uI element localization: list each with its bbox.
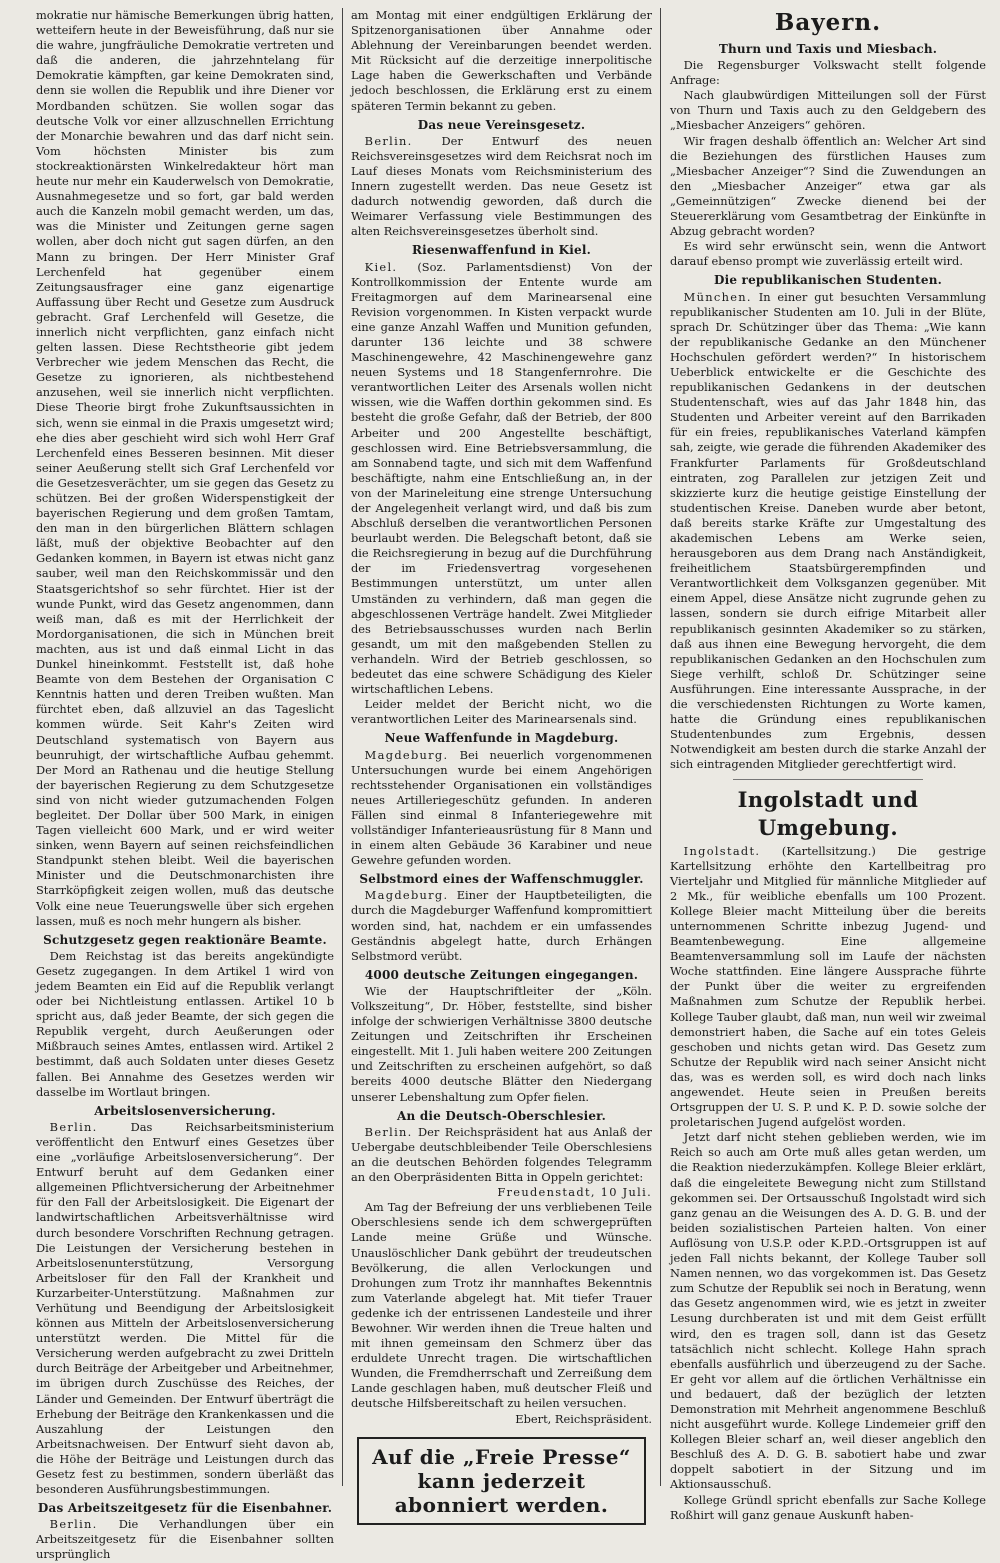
article-text: Ingolstadt. (Kartellsitzung.) Die gestrige Kartellsitzung erhöhte den Kartellbeitrag pro Vierteljahr und Mitglied für männliche Mitglieder auf 2 Mk., für weibliche ebenfalls um 100 Prozent. Kollege Bleier macht Mitteilung über die bereits unternommenen Schritte inbezug Jugend- und Beamtenbewegung. Eine allgemeine Beamtenversammlung soll im Laufe der nächsten Woche stattfinden. Eine längere Aussprache führte der Punkt über die weiter zu ergreifenden Maßnahmen zum Schutze der Republik herbei. Kollege Tauber glaubt, daß man, nun weil wir zweimal demonstriert haben, die Sache auf ein totes Geleis geschoben und nichts getan wird. Das Gesetz zum Schutze der Republik wird nach seiner Ansicht nicht das, was es werden soll, es wird doch nach links angewendet. Heute seien in Preußen bereits Ortsgruppen der U. S. P. und K. P. D. sowie solche der proletarischen Jugend aufgelöst worden. — [670, 843, 986, 1130]
subscription-ad: Auf die „Freie Presse“ kann jederzeit abonniert werden. — [357, 1437, 646, 1525]
dateline: Magdeburg. — [364, 888, 449, 903]
dateline: Kiel. — [364, 259, 398, 274]
article-heading: Arbeitslosenversicherung. — [94, 1103, 276, 1118]
column-right — [660, 8, 986, 1522]
article-heading: Das neue Vereinsgesetz. — [417, 117, 586, 132]
article-heading: Schutzgesetz gegen reaktionäre Beamte. — [43, 932, 327, 947]
article-text: mokratie nur hämische Bemerkungen übrig hatten, wetteifern heute in der Beweisführung, daß nur sie die wahre, jungfräuliche Demokratie vertreten und daß die anderen, die jahrzehntelang für Demokratie kämpften, gar keine Demokraten sind, denn sie wollen die Republik und ihre Diener vor Mordbanden schützen. Sie wollen sogar das deutsche Volk vor einer allzuschnellen Errichtung der Monarchie bewahren und das darf nicht sein. Vom höchsten Minister bis zum stockreaktionärsten Winkelredakteur hört man heute nur mehr ein Kauderwelsch von Demokratie, Ausnahmegesetze und so fort, gar bald werden auch die Kanzeln mobil gemacht werden, um das, was die Minister und Zeitungen gerne sagen wollen, aber doch nicht gut sagen dürfen, an den Mann zu bringen. Der Herr Minister Graf Lerchenfeld hat gegenüber einem Zeitungsausfrager eine ganz eigenartige Auffassung über Recht und Gesetze zum Ausdruck gebracht. Graf Lerchenfeld will Gesetze, die innerlich nicht verpflichten, ganz einfach nicht gelten lassen. Diese Rechtstheorie gibt jedem Verbrecher wie jedem Menschen das Recht, die Gesetze zu ignorieren, als nichtbestehend anzusehen, weil sie innerlich nicht verpflichten. Diese Theorie birgt frohe Zukunftsaussichten in sich, wenn sie einmal in die Praxis umgesetzt wird; ehe dies aber geschieht wird sich wohl Herr Graf Lerchenfeld eines Besseren besinnen. Mit dieser seiner Aeußerung stellt sich Graf Lerchenfeld vor die Gesetzesverächter, um sie gegen das Gesetz zu schützen. Bei der großen Widerspenstigkeit der bayerischen Regierung und dem großen Tamtam, den man in den bürgerlichen Blättern schlagen läßt, muß der objektive Beobachter auf den Gedanken kommen, in Bayern ist etwas nicht ganz sauber, weil man den Reichskommissär und den Staatsgerichtshof so sehr fürchtet. Hier ist der wunde Punkt, wird das Gesetz angenommen, dann weiß man, daß es mit der Herrlichkeit der Mordorganisationen, die sich in München breit machten, aus ist und daß einmal Licht in das Dunkel hineinkommt. Feststellt ist, daß hohe Beamte von dem Bestehen der Organisation C Kenntnis hatten und deren Treiben wußten. Man fürchtet eben, daß allzuviel an das Tageslicht kommen würde. Seit Kahr's Zeiten wird Deutschland systematisch von Bayern aus beunruhigt, der wirtschaftliche Aufbau gehemmt. Der Mord an Rathenau und die heutige Stellung der bayerischen Regierung zu dem Schutzgesetze sind von nicht wieder gutzumachenden Folgen begleitet. Der Dollar über 500 Mark, in einigen Tagen vielleicht 600 Mark, und er wird weiter sinken, wenn Bayern auf seinen reichsfeindlichen Standpunkt stehen bleibt. Weil die bayerischen Minister und die Deutschmonarchisten ihre Starrköpfigkeit zeigen wollen, muß das deutsche Volk eine neue Teuerungswelle über sich ergehen lassen, muß es noch mehr hungern als bisher. — [36, 8, 334, 928]
section-divider — [733, 779, 923, 780]
telegram-place-date: Freudenstadt, 10 Juli. — [497, 1185, 652, 1200]
article-heading: Thurn und Taxis und Miesbach. — [718, 42, 938, 56]
dateline: Ingolstadt. — [683, 843, 761, 858]
article-text: Kollege Gründl spricht ebenfalls zur Sache Kollege Roßhirt will ganz genaue Auskunft haben- — [670, 1492, 986, 1522]
article-heading: 4000 deutsche Zeitungen eingegangen. — [364, 967, 639, 982]
article-text: Leider meldet der Bericht nicht, wo die verantwortlichen Leiter des Marinearsenals sind. — [351, 697, 652, 727]
section-title: Ingolstadt und Umgebung. — [737, 786, 919, 840]
article-heading: Riesenwaffenfund in Kiel. — [411, 243, 592, 258]
article-text: Magdeburg. Einer der Hauptbeteiligten, die durch die Magdeburger Waffenfund kompromittiert worden sind, hat, nachdem er ein umfassendes Geständnis abgelegt hatte, durch Erhängen Selbstmord verübt. — [351, 888, 652, 963]
article-text: Berlin. Der Reichspräsident hat aus Anlaß der Uebergabe deutschbleibender Teile Oberschlesiens an die deutschen Behörden folgendes Telegramm an den Oberpräsidenten Bitta in Oppeln gerichtet: — [351, 1124, 652, 1185]
article-text: Berlin. Die Verhandlungen über ein Arbeitszeitgesetz für die Eisenbahner sollten ursprünglich — [36, 1517, 334, 1562]
dateline: Berlin. — [364, 1124, 413, 1139]
article-heading: Neue Waffenfunde in Magdeburg. — [384, 731, 619, 746]
article-text: München. In einer gut besuchten Versammlung republikanischer Studenten am 10. Juli in der Blüte, sprach Dr. Schützinger über das Thema: „Wie kann der republikanische Gedanke an den Münchener Hochschulen gefördert werden?“ In historischem Ueberblick entwickelte er die Geschichte des republikanischen Gedankens in der deutschen Studentenschaft, wies auf das Jahr 1848 hin, das Studenten und Arbeiter vereint auf den Barrikaden für ein freies, republikanisches Vaterland kämpfen sah, zeigte, wie gerade die führenden Akademiker des Frankfurter Parlaments für Großdeutschland eintraten, zog Parallelen zur jetzigen Zeit und skizzierte kurz die heutige geistige Einstellung der studentischen Kreise. Daneben wurde aber betont, daß bereits starke Kräfte zur Umgestaltung des akademischen Lebens am Werke seien, herausgeboren aus dem Drang nach Anständigkeit, freiheitlichem Staatsbürgerempfinden und Verantwortlichkeit dem Volksganzen gegenüber. Mit einem Appel, diese Ansätze nicht zugrunde gehen zu lassen, sondern sie durch eifrige Mitarbeit aller republikanisch gesinnten Akademiker so zu stärken, daß aus ihnen eine Bewegung hervorgeht, die dem republikanischen Gedanken an den Hochschulen zum Siege verhilft, schloß Dr. Schützinger seine Ausführungen. Eine interessante Aussprache, in der die verschiedensten Richtungen zu Worte kamen, hatte die Gründung eines republikanischen Studentenbundes zum Ergebnis, dessen Notwendigkeit am besten durch die starke Anzahl der sich eintragenden Mitglieder gerechtfertigt wird. — [670, 289, 986, 772]
dateline: Berlin. — [49, 1119, 98, 1134]
article-text: Magdeburg. Bei neuerlich vorgenommenen Untersuchungen wurde bei einem Angehörigen rechtsstehender Organisationen ein vollständiges neues Artilleriegeschütz gefunden. In anderen Fällen sind einmal 8 Infanteriegewehre mit vollständiger Infanterieausrüstung für 8 Mann und in einem alten Gebäude 36 Karabiner und neue Gewehre gefunden worden. — [351, 747, 652, 868]
article-text: Berlin. Das Reichsarbeitsministerium veröffentlicht den Entwurf eines Gesetzes über eine „vorläufige Arbeitslosenversicherung“. Der Entwurf beruht auf dem Gedanken einer allgemeinen Pflichtversicherung der Arbeitnehmer für den Fall der Arbeitslosigkeit. Die Eigenart der landwirtschaftlichen Arbeitsverhältnisse wird durch besondere Vorschriften Rechnung getragen. Die Leistungen der Versicherung bestehen in Arbeitslosenunterstützung, Versorgung Arbeitsloser für den Fall der Krankheit und Kurzarbeiter-Unterstützung. Maßnahmen zur Verhütung und Beendigung der Arbeitslosigkeit können aus Mitteln der Arbeitslosenversicherung unterstützt werden. Die Mittel für die Versicherung werden aufgebracht zu zwei Dritteln durch Beiträge der Arbeitgeber und Arbeitnehmer, im übrigen durch Zuschüsse des Reiches, der Länder und Gemeinden. Der Entwurf überträgt die Erhebung der Beiträge den Krankenkassen und die Auszahlung der Leistungen den Arbeitsnachweisen. Der Entwurf sieht davon ab, die Höhe der Beiträge und Leistungen durch das Gesetz fest zu bestimmen, sondern überläßt das besonderen Ausführungsbestimmungen. — [36, 1119, 334, 1497]
article-heading: An die Deutsch-Oberschlesier. — [397, 1108, 606, 1123]
article-text: Wir fragen deshalb öffentlich an: Welcher Art sind die Beziehungen des fürstlichen Hauses zum „Miesbacher Anzeiger“? Sind die Zuwendungen an den „Miesbacher Anzeiger“ etwa gar als „Gemeinnützigen“ Zwecke dienend bei der Steuererklärung vom Gesamtbetrag der Einkünfte in Abzug gebracht worden? — [670, 133, 986, 239]
article-text: Dem Reichstag ist das bereits angekündigte Gesetz zugegangen. In dem Artikel 1 wird von jedem Beamten ein Eid auf die Republik verlangt oder bei Nichtleistung entlassen. Artikel 10 b spricht aus, daß jeder Beamte, der sich gegen die Republik vergeht, durch Aeußerungen oder Mißbrauch seines Amtes, entlassen wird. Artikel 2 bestimmt, daß auch Soldaten unter dieses Gesetz fallen. Bei Annahme des Gesetzes werden wir dasselbe im Wortlaut bringen. — [36, 948, 334, 1099]
dateline: Berlin. — [364, 133, 413, 148]
article-text: Die Regensburger Volkswacht stellt folgende Anfrage: — [670, 58, 986, 88]
article-text: Nach glaubwürdigen Mitteilungen soll der Fürst von Thurn und Taxis auch zu den Geldgebern des „Miesbacher Anzeigers“ gehören. — [670, 88, 986, 133]
article-text: Jetzt darf nicht stehen geblieben werden, wie im Reich so auch am Orte muß alles getan werden, um die Reaktion niederzukämpfen. Kollege Bleier erklärt, daß die eingeleitete Bewegung nicht zum Stillstand gekommen sei. Der Ortsausschuß Ingolstadt wird sich ganz genau an die Weisungen des A. D. G. B. und der beiden sozialistischen Parteien halten. Von einer Auflösung von U.S.P. oder K.P.D.-Ortsgruppen ist auf jeden Fall nichts bekannt, der Kollege Tauber soll Namen nennen, wo das vorgekommen ist. Das Gesetz zum Schutze der Republik sei noch in Beratung, wenn das Gesetz angenommen wird, wie es jetzt in zweiter Lesung durchberaten ist und mit dem Geist erfüllt wird, den es tragen soll, dann ist das Gesetz tatsächlich nicht schlecht. Kollege Hahn sprach ebenfalls ausführlich und überzeugend zu der Sache. Er geht vor allem auf die örtlichen Verhältnisse ein und bedauert, daß der bezüglich der letzten Demonstration mit Mehrheit angenommene Beschluß nicht ausgeführt wurde. Kollege Lindemeier griff den Kollegen Bleier scharf an, weil dieser angeblich den Beschluß des A. D. G. B. sabotiert habe und zwar doppelt sabotiert in der Sitzung und im Aktionsausschuß. — [670, 1130, 986, 1492]
column-middle — [342, 8, 660, 1517]
article-text: Am Tag der Befreiung der uns verbliebenen Teile Oberschlesiens sende ich dem schwergeprüften Lande meine Grüße und Wünsche. Unauslöschlicher Dank gebührt der treudeutschen Bevölkerung, die allen Verlockungen und Drohungen zum Trotz ihr mannhaftes Bekenntnis zum Vaterlande abgelegt hat. Mit tiefer Trauer gedenke ich der entrissenen Landesteile und ihrer Bewohner. Wir werden ihnen die Treue halten und mit ihnen gemeinsam den Schmerz über das erduldete Unrecht tragen. Die wirtschaftlichen Wunden, die Fremdherrschaft und Zerreißung dem Lande geschlagen haben, muß deutscher Fleiß und deutsche Hilfsbereitschaft zu heilen versuchen. — [351, 1200, 652, 1411]
article-text: Kiel. (Soz. Parlamentsdienst) Von der Kontrollkommission der Entente wurde am Freitagmorgen auf dem Marinearsenal eine Revision vorgenommen. In Kisten verpackt wurde eine ganze Anzahl Waffen und Munition gefunden, darunter 136 leichte und 38 schwere Maschinengewehre, 42 Maschinengewehre ganz neuen Systems und 18 Stangenfernrohre. Die verantwortlichen Leiter des Arsenals wollen nicht wissen, wie die Waffen dorthin gekommen sind. Es besteht die große Gefahr, daß der Betrieb, der 800 Arbeiter und 200 Angestellte beschäftigt, geschlossen wird. Eine Betriebsversammlung, die am Sonnabend tagte, und sich mit dem Waffenfund beschäftigte, nahm eine Entschließung an, in der von der Marineleitung eine strenge Untersuchung der Angelegenheit verlangt wird, und daß bis zum Abschluß derselben die verantwortlichen Personen beurlaubt werden. Die Belegschaft betont, daß sie die Reichsregierung in bezug auf die Durchführung der im Friedensvertrag vorgesehenen Bestimmungen unterstützt, um unter allen Umständen zu verhindern, daß man gegen die abgeschlossenen Verträge handelt. Zwei Mitglieder des Betriebsausschusses wurden nach Berlin gesandt, um mit den maßgebenden Stellen zu verhandeln. Wird der Betrieb geschlossen, so bedeutet das eine schwere Schädigung des Kieler wirtschaftlichen Lebens. — [351, 259, 652, 697]
column-left — [36, 8, 342, 1562]
signature-line: Ebert, Reichspräsident. — [515, 1411, 652, 1426]
dateline: München. — [683, 289, 752, 304]
article-text: Es wird sehr erwünscht sein, wenn die Antwort darauf ebenso prompt wie zuverlässig erteilt wird. — [670, 239, 986, 269]
article-heading: Das Arbeitszeitgesetz für die Eisenbahner. — [37, 1501, 333, 1516]
article-heading: Die republikanischen Studenten. — [713, 273, 943, 288]
article-text: am Montag mit einer endgültigen Erklärung der Spitzenorganisationen über Annahme oder Ablehnung der Vereinbarungen beendet werden. Mit Rücksicht auf die derzeitige innerpolitische Lage haben die Gewerkschaften und Verbände jedoch beschlossen, die Erklärung erst zu einem späteren Termin bekannt zu geben. — [351, 8, 652, 113]
dateline: Berlin. — [49, 1517, 98, 1532]
article-heading: Selbstmord eines der Waffenschmuggler. — [359, 872, 644, 887]
section-title: Bayern. — [774, 9, 882, 36]
article-text: Wie der Hauptschriftleiter der „Köln. Volkszeitung“, Dr. Höber, feststellte, sind bisher infolge der schwierigen Verhältnisse 3800 deutsche Zeitungen und Zeitschriften ihr Erscheinen eingestellt. Mit 1. Juli haben weitere 200 Zeitungen und Zeitschriften zu erscheinen aufgehört, so daß bereits 4000 deutsche Blätter den Niedergang unserer Lebenshaltung zum Opfer fielen. — [351, 983, 652, 1104]
article-text: Berlin. Der Entwurf des neuen Reichsvereinsgesetzes wird dem Reichsrat noch im Lauf dieses Monats vom Reichsministerium des Innern zugestellt werden. Das neue Gesetz ist dadurch notwendig geworden, daß durch die Weimarer Verfassung viele Bestimmungen des alten Reichsvereinsgesetzes überholt sind. — [351, 133, 652, 239]
dateline: Magdeburg. — [364, 747, 449, 762]
